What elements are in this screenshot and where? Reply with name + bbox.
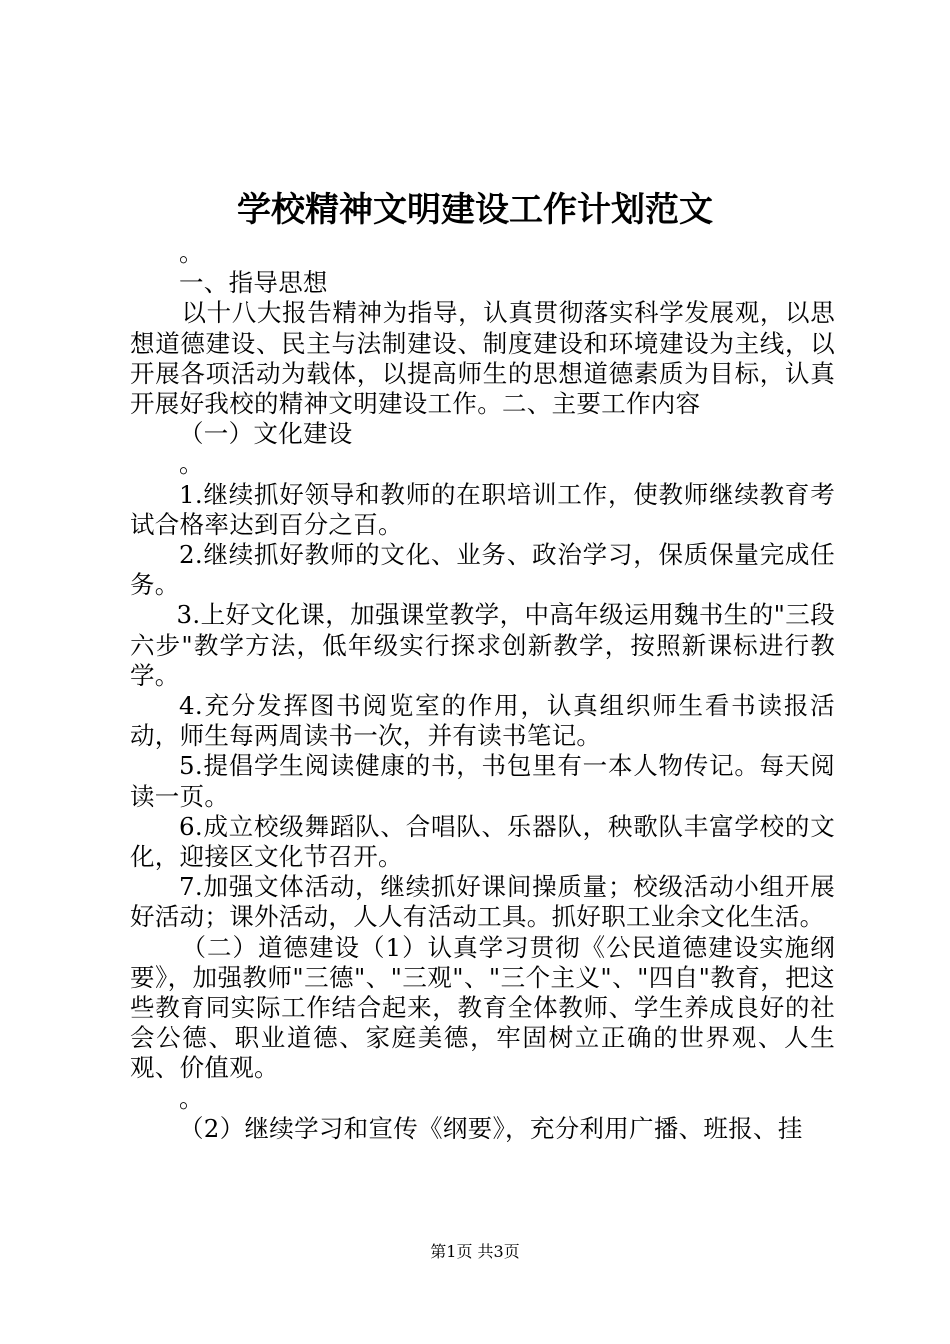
paragraph: （二）道德建设（1）认真学习贯彻《公民道德建设实施纲要》，加强教师"三德"、"三观"、"三个主义"、"四自"教育，把这些教育同实际工作结合起来，教育全体教师、学生养成良好的社会公德、职业道德、家庭美德，牢固树立正确的世界观、人生观、价值观。 xyxy=(130,932,835,1083)
paragraph: 。 xyxy=(179,449,204,479)
paragraph: 以十八大报告精神为指导，认真贯彻落实科学发展观，以思想道德建设、民主与法制建设、制度建设和环境建设为主线，以开展各项活动为载体，以提高师生的思想道德素质为目标，认真开展好我校的精神文明建设工作。二、主要工作内容 xyxy=(130,298,835,419)
list-item: 2.继续抓好教师的文化、业务、政治学习，保质保量完成任务。 xyxy=(130,540,835,600)
document-body xyxy=(130,238,835,1144)
paragraph: 。 xyxy=(179,238,204,267)
subsection-heading: （一）文化建设 xyxy=(179,419,353,449)
paragraph: （2）继续学习和宣传《纲要》，充分利用广播、班报、挂 xyxy=(179,1113,803,1143)
list-item: 7.加强文体活动，继续抓好课间操质量；校级活动小组开展好活动；课外活动，人人有活动工具。抓好职工业余文化生活。 xyxy=(130,872,835,932)
section-heading: 一、指导思想 xyxy=(179,268,328,298)
list-item: 4.充分发挥图书阅览室的作用，认真组织师生看书读报活动，师生每两周读书一次，并有读书笔记。 xyxy=(130,691,835,751)
document-title: 学校精神文明建设工作计划范文 xyxy=(237,190,713,230)
list-item: 6.成立校级舞蹈队、合唱队、乐器队，秧歌队丰富学校的文化，迎接区文化节召开。 xyxy=(130,811,835,872)
list-item: 5.提倡学生阅读健康的书，书包里有一本人物传记。每天阅读一页。 xyxy=(130,751,835,811)
page-footer: 第1页 共3页 xyxy=(430,1242,520,1261)
list-item: 3.上好文化课，加强课堂教学，中高年级运用魏书生的"三段六步"教学方法，低年级实行探求创新教学，按照新课标进行教学。 xyxy=(130,600,835,690)
list-item: 1.继续抓好领导和教师的在职培训工作，使教师继续教育考试合格率达到百分之百。 xyxy=(130,479,835,539)
paragraph: 。 xyxy=(179,1083,204,1113)
